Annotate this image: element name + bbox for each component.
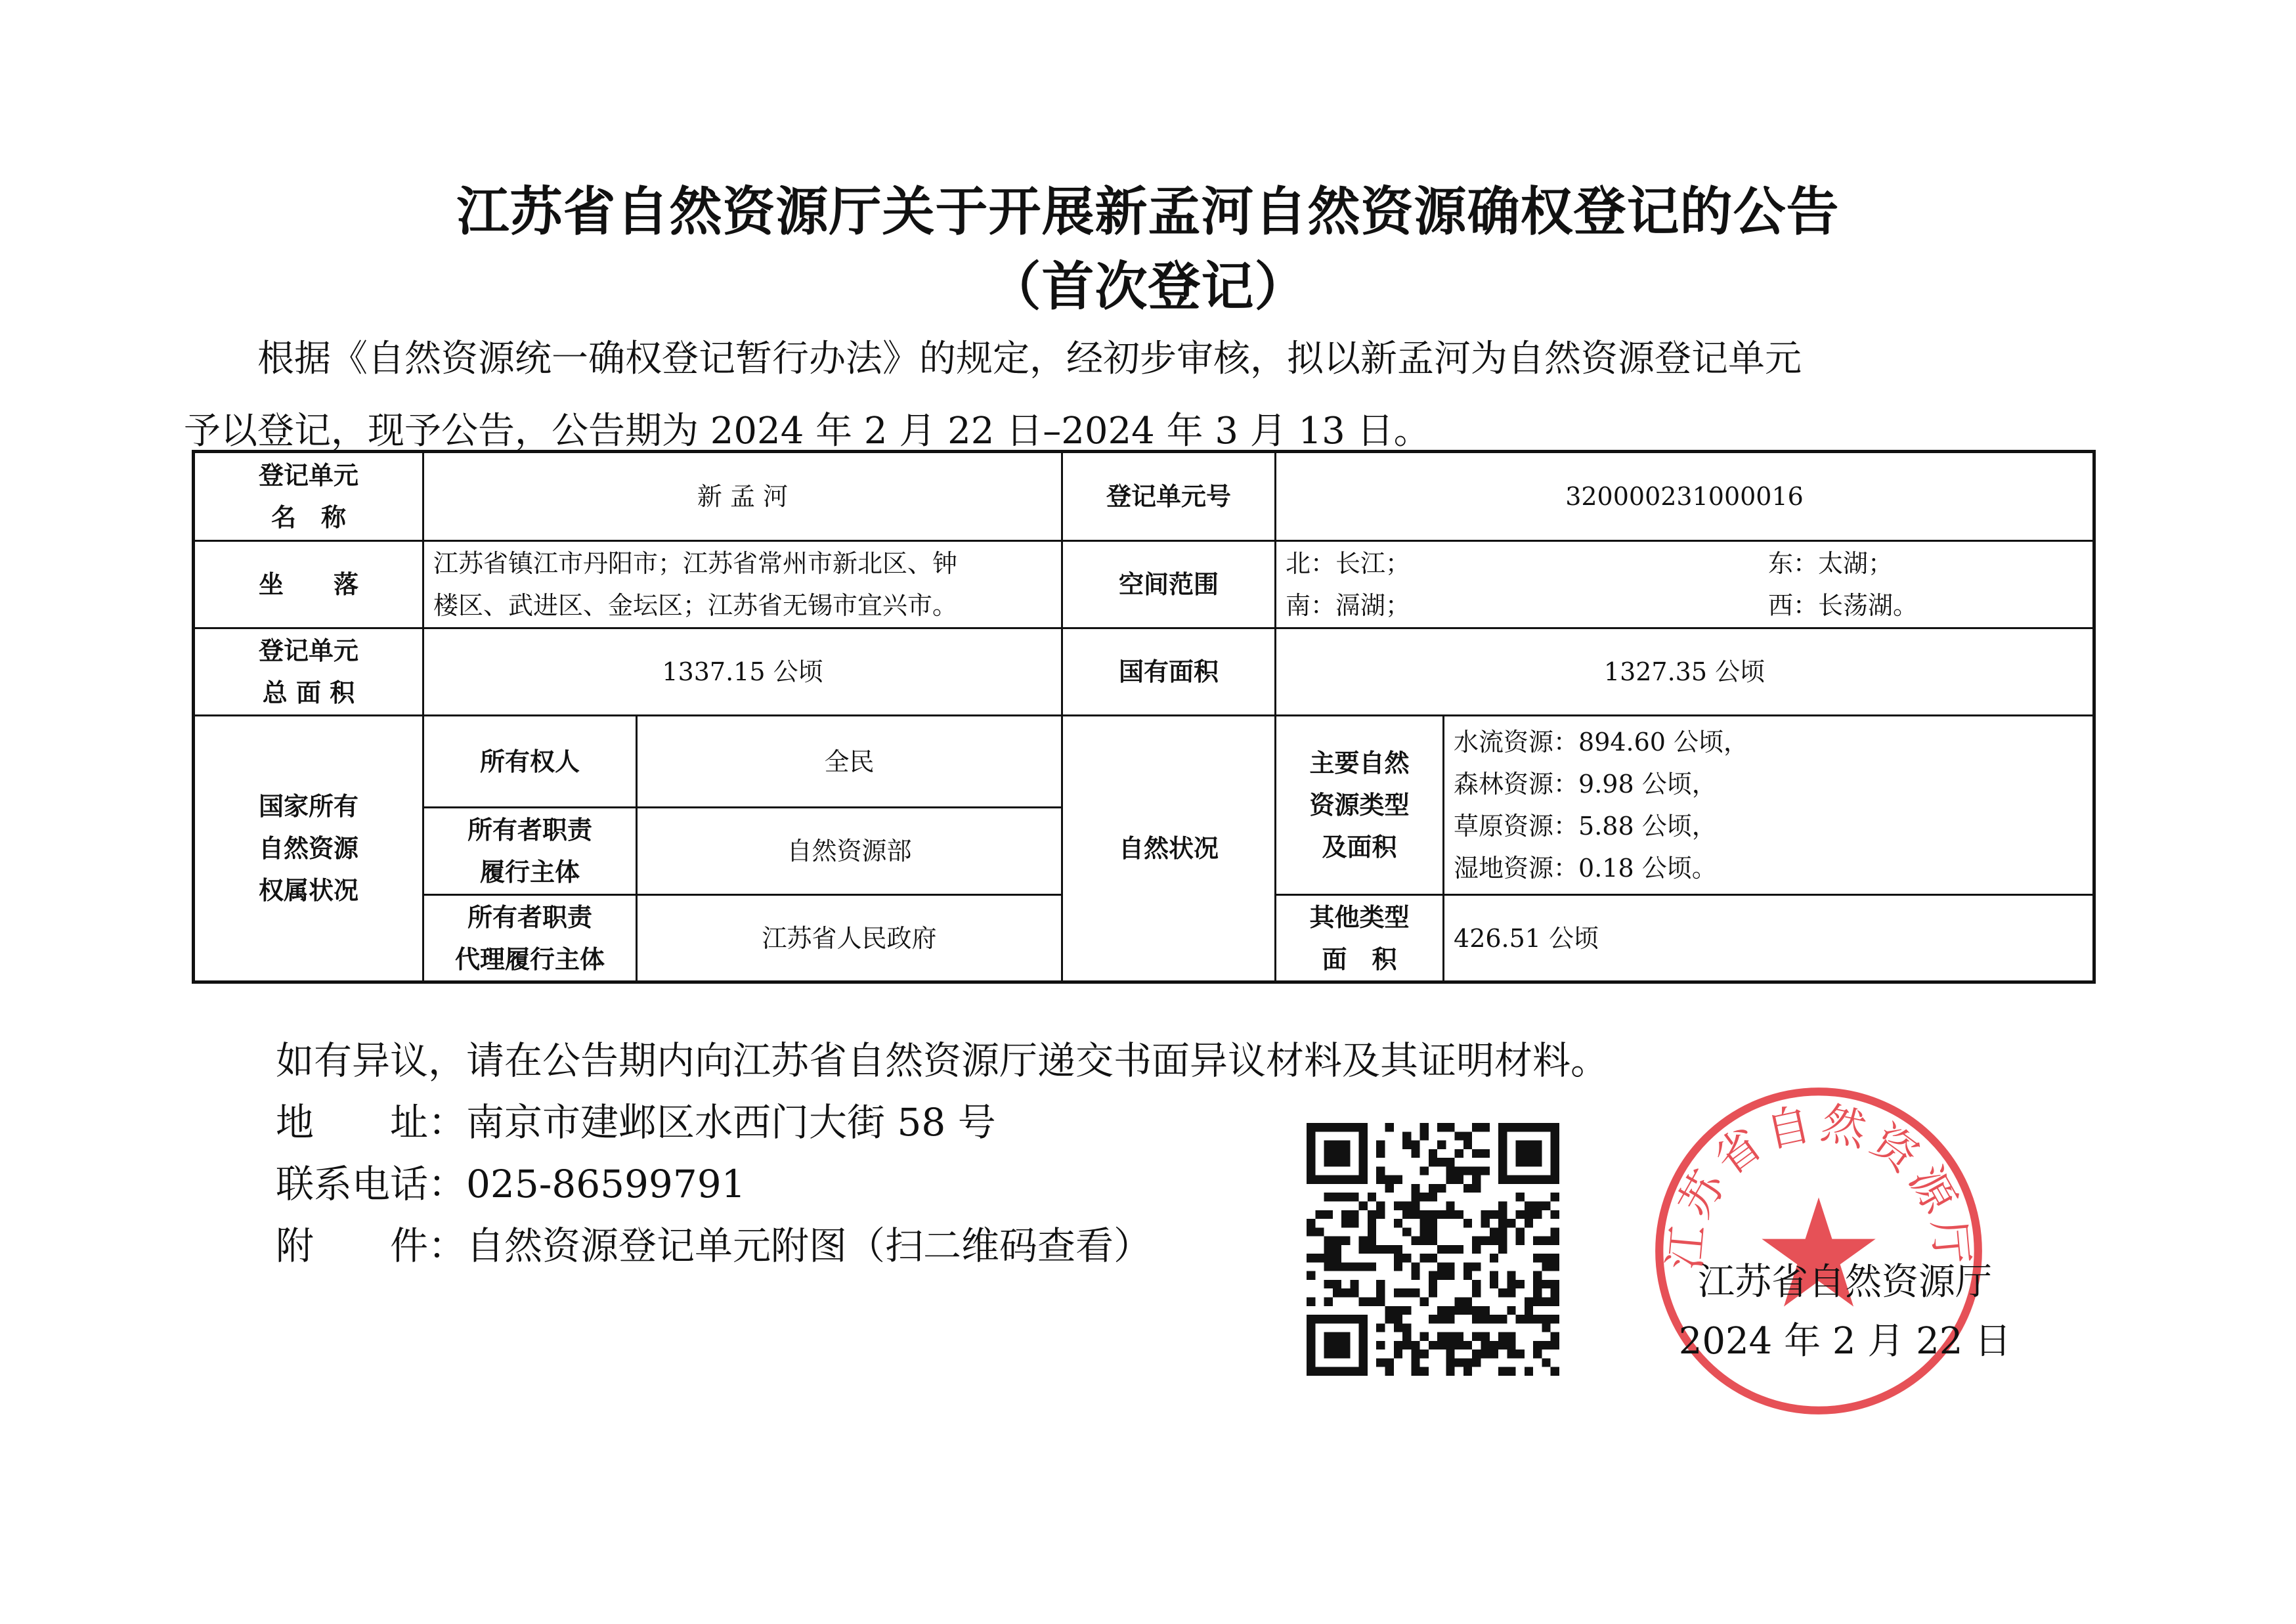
total-area-value: 1337.15 公顷 bbox=[423, 628, 1062, 716]
issue-date: 2024 年 2 月 22 日 bbox=[1678, 1320, 2012, 1363]
issuing-organization: 江苏省自然资源厅 bbox=[1698, 1261, 1992, 1304]
duty-label: 所有者职责 履行主体 bbox=[423, 808, 637, 895]
table-row bbox=[194, 452, 2094, 541]
total-area-label: 登记单元 总 面 积 bbox=[194, 628, 423, 716]
unit-no-label: 登记单元号 bbox=[1062, 452, 1276, 541]
table-row bbox=[194, 628, 2094, 716]
registration-table bbox=[192, 450, 2096, 984]
phone-line bbox=[276, 1154, 746, 1214]
phone-label: 联系电话： bbox=[276, 1162, 467, 1206]
signature-block bbox=[1661, 1253, 2029, 1371]
agent-label: 所有者职责 代理履行主体 bbox=[423, 895, 637, 982]
duty-value: 自然资源部 bbox=[637, 808, 1062, 895]
qr-code-icon[interactable] bbox=[1307, 1123, 1559, 1376]
objection-text: 如有异议，请在公告期内向江苏省自然资源厅递交书面异议材料及其证明材料。 bbox=[276, 1038, 1609, 1083]
location-value: 江苏省镇江市丹阳市；江苏省常州市新北区、钟 楼区、武进区、金坛区；江苏省无锡市宜兴市。 bbox=[423, 541, 1062, 628]
ownership-label: 国家所有 自然资源 权属状况 bbox=[194, 716, 423, 982]
attachment-line bbox=[276, 1216, 1152, 1275]
address-value: 南京市建邺区水西门大街 58 号 bbox=[466, 1100, 996, 1145]
address-line bbox=[276, 1093, 996, 1152]
attachment-label: 附 件： bbox=[276, 1223, 467, 1268]
attachment-value: 自然资源登记单元附图（扫二维码查看） bbox=[466, 1223, 1152, 1268]
unit-no-value: 320000231000016 bbox=[1276, 452, 2094, 541]
notice-subtitle: （首次登记） bbox=[988, 256, 1308, 317]
owner-label: 所有权人 bbox=[423, 716, 637, 808]
intro-paragraph-line2: 予以登记，现予公告，公告期为 2024 年 2 月 22 日–2024 年 3 月 13 日。 bbox=[184, 410, 1431, 452]
other-area-value: 426.51 公顷 bbox=[1444, 895, 2094, 982]
phone-value: 025-86599791 bbox=[466, 1162, 746, 1206]
agent-value: 江苏省人民政府 bbox=[637, 895, 1062, 982]
other-area-label: 其他类型 面 积 bbox=[1276, 895, 1444, 982]
natural-status-label: 自然状况 bbox=[1062, 716, 1276, 982]
unit-name-label: 登记单元 名 称 bbox=[194, 452, 423, 541]
range-value: 北：长江； 东：太湖； 南：滆湖； 西：长荡湖。 bbox=[1276, 541, 2094, 628]
main-types-label: 主要自然 资源类型 及面积 bbox=[1276, 716, 1444, 895]
main-types-value: 水流资源：894.60 公顷， 森林资源：9.98 公顷， 草原资源：5.88 公顷， 湿地资源：0.18 公顷。 bbox=[1444, 716, 2094, 895]
unit-name-value: 新 孟 河 bbox=[423, 452, 1062, 541]
table-row bbox=[194, 716, 2094, 808]
intro-paragraph-line1: 根据《自然资源统一确权登记暂行办法》的规定，经初步审核，拟以新孟河为自然资源登记单元 bbox=[257, 338, 1802, 380]
range-label: 空间范围 bbox=[1062, 541, 1276, 628]
state-area-value: 1327.35 公顷 bbox=[1276, 628, 2094, 716]
notice-title: 江苏省自然资源厅关于开展新孟河自然资源确权登记的公告 bbox=[456, 181, 1840, 242]
table-row bbox=[194, 541, 2094, 628]
owner-value: 全民 bbox=[637, 716, 1062, 808]
state-area-label: 国有面积 bbox=[1062, 628, 1276, 716]
location-label: 坐 落 bbox=[194, 541, 423, 628]
address-label: 地 址： bbox=[276, 1100, 467, 1145]
svg-text:江苏省自然资源厅: 江苏省自然资源厅 bbox=[1659, 1097, 1978, 1272]
